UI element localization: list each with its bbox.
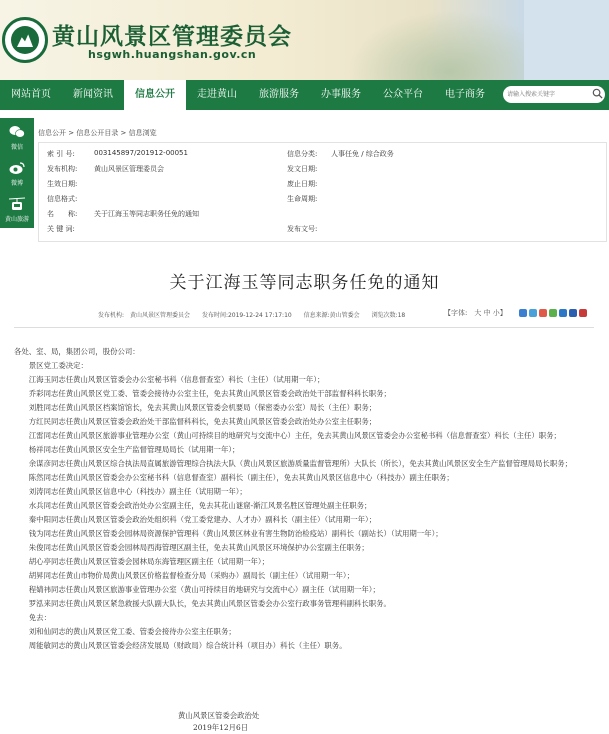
article-date: 2019年12月6日 [193, 723, 249, 732]
divider [14, 327, 594, 328]
article-paragraph: 各处、室、局，集团公司，股份公司： [14, 347, 140, 356]
meta-index-value: 003145897/201912-00051 [94, 149, 188, 157]
nav-item-news[interactable]: 新闻资讯 [73, 89, 113, 100]
article-publish-time: 发布时间:2019-12-24 17:17:10 [201, 312, 292, 319]
social-wechat-label: 微信 [10, 144, 23, 151]
meta-keyword-label: 关 键 词: [47, 225, 75, 233]
wechat-icon [9, 125, 25, 139]
article-paragraph: 刘涛同志任黄山风景区信息中心（科技办）副主任（试用期一年）； [14, 487, 247, 496]
meta-docno-label: 发布文号: [287, 225, 318, 233]
article-paragraph: 罗泓来同志任黄山风景区紧急救援大队副大队长，免去其黄山风景区管委会办公室行政事务管理科副科长职务。 [14, 599, 391, 608]
article-body [14, 345, 592, 653]
meta-publisher-label: 发布机构: [47, 165, 78, 173]
social-huangshan-travel[interactable] [0, 192, 34, 228]
article-paragraph: 杨祥同志任黄山风景区安全生产监督管理局局长（试用期一年）； [14, 445, 240, 454]
nav-item-ecommerce[interactable]: 电子商务 [445, 89, 485, 100]
site-url: hsgwh.huangshan.gov.cn [88, 48, 257, 61]
article-paragraph: 江海玉同志任黄山风景区管委会办公室秘书科（信息督查室）科长（主任）（试用期一年）； [14, 375, 325, 384]
article-paragraph: 水兵同志任黄山风景区管委会政治处办公室副主任，免去其花山谜窟-渐江风景名胜区管理处副主任职务； [14, 501, 372, 510]
font-size-switcher[interactable]: 【字体: 大 中 小】 [444, 309, 507, 317]
article-paragraph: 钱为同志任黄山风景区管委会园林局资源保护管理科（黄山风景区林业有害生物防治检疫站）副科长（副站长）（试用期一年）； [14, 529, 443, 538]
site-name: 黄山风景区管理委员会 [52, 23, 292, 50]
meta-name-value: 关于江海玉等同志职务任免的通知 [94, 210, 199, 218]
article-signature: 黄山风景区管委会政治处 [178, 711, 260, 720]
search-input[interactable] [507, 88, 589, 101]
meta-format-label: 信息格式: [47, 195, 78, 203]
meta-lifecycle-label: 生命周期: [287, 195, 318, 203]
article-paragraph: 周能敏同志的黄山风景区管委会经济发展局（财政局）综合统计科（项目办）科长（主任）职务。 [14, 641, 347, 650]
meta-abolish-label: 废止日期: [287, 180, 318, 188]
article-paragraph: 朱俊同志任黄山风景区管委会园林局西海管理区副主任，免去其黄山风景区环境保护办公室副主任职务； [14, 543, 369, 552]
article-paragraph: 余谋彦同志任黄山风景区综合执法局直属旅游管理综合执法大队（黄山风景区旅游质量监督管理所）大队长（所长），免去其黄山风景区安全生产监督管理局局长职务； [14, 459, 572, 468]
breadcrumb[interactable]: 信息公开 > 信息公开目录 > 信息浏览 [38, 129, 157, 137]
meta-index-label: 索 引 号: [47, 150, 75, 158]
header-sky [524, 0, 609, 80]
article-info [98, 310, 415, 319]
share-more-icon[interactable] [579, 309, 587, 317]
share-tencent-icon[interactable] [529, 309, 537, 317]
share-renren-icon[interactable] [559, 309, 567, 317]
article-title: 关于江海玉等同志职务任免的通知 [169, 273, 440, 293]
article-paragraph: 程婧祎同志任黄山风景区旅游事业管理办公室（黄山可持续目的地研究与交流中心）副主任（试用期一年）； [14, 585, 380, 594]
meta-category-value: 人事任免 / 综合政务 [331, 150, 394, 158]
article-paragraph: 江雷同志任黄山风景区旅游事业管理办公室（黄山可持续目的地研究与交流中心）主任，免去其黄山风景区管委会办公室秘书科（信息督查室）科长（主任）职务； [14, 431, 561, 440]
share-buttons [519, 309, 589, 318]
article-paragraph: 景区党工委决定： [14, 361, 88, 370]
nav-item-info-public[interactable]: 信息公开 [124, 80, 186, 110]
search-box [503, 86, 605, 103]
cablecar-icon [9, 197, 25, 211]
nav-item-home[interactable]: 网站首页 [11, 89, 51, 100]
article-paragraph: 免去： [14, 613, 51, 622]
article-publisher: 发布机构: 黄山风景区管理委员会 [98, 312, 191, 319]
nav-item-public-platform[interactable]: 公众平台 [383, 89, 423, 100]
article-views: 浏览次数:18 [371, 312, 406, 319]
article-paragraph: 方红民同志任黄山风景区管委会政治处干部监督科科长，免去其黄山风景区管委会政治处办公室主任职务； [14, 417, 377, 426]
article-paragraph: 陈然同志任黄山风景区管委会办公室秘书科（信息督查室）副科长（副主任），免去其黄山风景区信息中心（科技办）副主任职务； [14, 473, 454, 482]
share-qzone-icon[interactable] [519, 309, 527, 317]
article-paragraph: 刘和仙同志的黄山风景区党工委、管委会接待办公室主任职务； [14, 627, 236, 636]
social-sidebar [0, 118, 34, 228]
meta-effective-label: 生效日期: [47, 180, 78, 188]
article-paragraph: 刘胜同志任黄山风景区档案馆馆长，免去其黄山风景区管委会机要局（保密委办公室）局长（主任）职务； [14, 403, 377, 412]
article-paragraph: 胡心亭同志任黄山风景区管委会园林局东海管理区副主任（试用期一年）； [14, 557, 269, 566]
article-paragraph: 秦中阳同志任黄山风景区管委会政治处组织科（党工委党建办、人才办）副科长（副主任）（试用期一年）； [14, 515, 377, 524]
meta-issue-date-label: 发文日期: [287, 165, 318, 173]
meta-category-label: 信息分类: [287, 150, 318, 158]
article-paragraph: 乔彩同志任黄山风景区党工委、管委会接待办公室主任，免去其黄山风景区管委会政治处干部监督科科长职务； [14, 389, 391, 398]
nav-item-explore[interactable]: 走进黄山 [197, 89, 237, 100]
nav-item-services[interactable]: 办事服务 [321, 89, 361, 100]
meta-publisher-value: 黄山风景区管理委员会 [94, 165, 164, 173]
share-douban-icon[interactable] [569, 309, 577, 317]
social-wechat[interactable] [0, 120, 34, 156]
weibo-icon [9, 161, 25, 175]
share-wechat-icon[interactable] [549, 309, 557, 317]
article-source: 信息来源:黄山管委会 [303, 312, 360, 319]
search-icon[interactable] [592, 88, 603, 99]
nav-item-travel[interactable]: 旅游服务 [259, 89, 299, 100]
meta-name-label: 名 称: [47, 210, 78, 218]
social-weibo-label: 微博 [10, 180, 23, 187]
site-header [0, 0, 609, 80]
header-background [330, 0, 530, 80]
social-weibo[interactable] [0, 156, 34, 192]
article-paragraph: 胡昇同志任黄山市物价局黄山风景区价格监督检查分局（采购办）副局长（副主任）（试用期一年）； [14, 571, 354, 580]
share-weibo-icon[interactable] [539, 309, 547, 317]
site-logo[interactable] [2, 17, 48, 63]
social-huangshan-travel-label: 黄山旅游 [4, 216, 29, 223]
info-meta-table [38, 142, 607, 242]
